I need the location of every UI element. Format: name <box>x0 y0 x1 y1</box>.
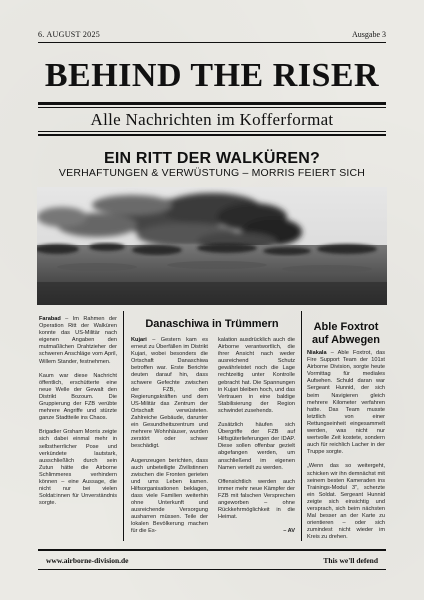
issue-number: Ausgabe 3 <box>352 30 386 39</box>
footer-rule-bottom <box>38 569 386 570</box>
footer <box>38 556 386 568</box>
tagline: Alle Nachrichten im Kofferformat <box>90 110 334 129</box>
left-location: Farabad <box>39 316 61 322</box>
left-paragraph-3: Brigadier Grsham Morris zeigte sich dabei einmal mehr in selbstherrlicher Pose und verkündete lautstark, ausschließlich durch sein Zutun hätte die Airborne Schlimmeres verhindern können – eine Aussage, die nicht nur bei vielen Soldat:innen für Unverständnis sorgte. <box>39 429 117 507</box>
right-paragraph-2: „Wenn das so weitergeht, schicken wir ihn demnächst mit seinem besten Kameraden ins Trainings-Modul 3", scherzte ein Soldat. Sergeant Hunnid zeigte sich einsichtig und versprach, sich beim nächsten Mal besser an der Karte zu orientieren – oder sich zumindest nicht wieder im Kreis zu drehen. <box>307 463 385 541</box>
masthead: BEHIND THE RISER <box>44 57 380 94</box>
middle-paragraph-1: Kujari – Gestern kam es erneut zu Überfällen im Distrikt Kujari, wobei besonders die Ortschaft Danaschiwa betroffen war. Erste Berichte deuten darauf hin, dass schwere Gefechte zwischen der FZB, den Regierungskräften und dem US-Militär das Zentrum der Ortschaft verwüsteten. Zahlreiche Gebäude, darunter ein Gesundheitszentrum und mehrere Wohnhäuser, wurden zerstört oder schwer beschädigt. <box>131 337 208 450</box>
masthead-rule-thick <box>38 102 386 105</box>
right-location: Niakala <box>307 350 327 356</box>
lead-photo <box>37 187 387 305</box>
issue-date: 6. AUGUST 2025 <box>38 30 101 39</box>
footer-url[interactable]: www.airborne-division.de <box>46 556 129 565</box>
tagline-rule-thick <box>38 134 386 136</box>
footer-slogan: This we'll defend <box>323 556 378 565</box>
lead-subheadline: VERHAFTUNGEN & VERWÜSTUNG – MORRIS FEIERT SICH <box>58 167 366 179</box>
right-article <box>307 350 385 548</box>
lead-headline: EIN RITT DER WALKÜREN? <box>104 150 320 167</box>
middle-location: Kujari <box>131 337 147 343</box>
middle-paragraph-5: Offensichtlich werden auch immer mehr neue Kämpfer der FZB mit falschen Versprechen angeworben – ohne Rückkehrmöglichkeit in die Heimat. <box>218 478 295 521</box>
middle-signature: – AV <box>283 528 295 535</box>
middle-paragraph-4: Zusätzlich häufen sich Übergriffe der FZB auf Hilfsgüterlieferungen der IDAP. Diese sollen offenbar gezielt abgefangen werden, um anschließend im eigenen Namen verteilt zu werden. <box>218 422 295 471</box>
tagline-rule-thin <box>38 131 386 132</box>
middle-col-2 <box>218 337 295 535</box>
column-divider-right <box>301 311 302 541</box>
masthead-rule-thin <box>38 107 386 108</box>
left-article <box>39 316 117 514</box>
top-divider <box>38 42 386 43</box>
column-divider-left <box>123 311 124 541</box>
right-paragraph-1: Niakala – Able Foxtrot, das Fire Support Team der 101st Airborne Division, sorgte heute Vormittag für mediales Aufsehen. Schuld daran war Sergeant Hunnid, der sich beim Navigieren gleich mehrere Kilometer verfahren hatte. Das Team musste letztlich von einer Rettungseinheit eingesammelt werden, was nicht nur wertvolle Zeit kostete, sondern auch für reichlich Lacher in der Truppe sorgte. <box>307 350 385 456</box>
middle-title: Danaschiwa in Trümmern <box>145 318 279 330</box>
footer-rule-top <box>38 549 386 551</box>
left-paragraph-1: Farabad – Im Rahmen der Operation Ritt der Walküren konnte das US-Militär nach eigenen Angaben den mutmaßlichen Drahtzieher der schweren Anschläge vom April, Willem Stander, festnehmen. <box>39 316 117 365</box>
middle-paragraph-2: Augenzeugen berichten, dass auch unbeteiligte Zivilistinnen zwischen die Fronten gerieten und ums Leben kamen. Hilfsorganisationen beklagen, dass viele Familien weiterhin ohne Unterkunft und ausreichende Versorgung ausharren müssen. Teile der lokalen Bevölkerung machen für die Es- <box>131 457 208 535</box>
middle-col-1 <box>131 337 208 543</box>
smoke-landscape-image <box>37 187 387 305</box>
right-title: Able Foxtrot auf Abwegen <box>311 321 381 346</box>
middle-paragraph-3: kalation ausdrücklich auch die Airborne verantwortlich, die ihrer Ansicht nach weder ausreichend Schutz gewährleistet noch die Lage rechtzeitig unter Kontrolle gebracht hat. Die Spannungen in Kujari bleiben hoch, und das Vertrauen in eine baldige Stabilisierung der Region schwindet zusehends. <box>218 337 295 414</box>
left-paragraph-2: Kaum war diese Nachricht öffentlich, erschütterte eine neue Welle der Gewalt den Distrikt Bozoum. Die Gruppierung der FZB verübte mehrere Angriffe und stürzte ganze Stadtteile ins Chaos. <box>39 372 117 422</box>
